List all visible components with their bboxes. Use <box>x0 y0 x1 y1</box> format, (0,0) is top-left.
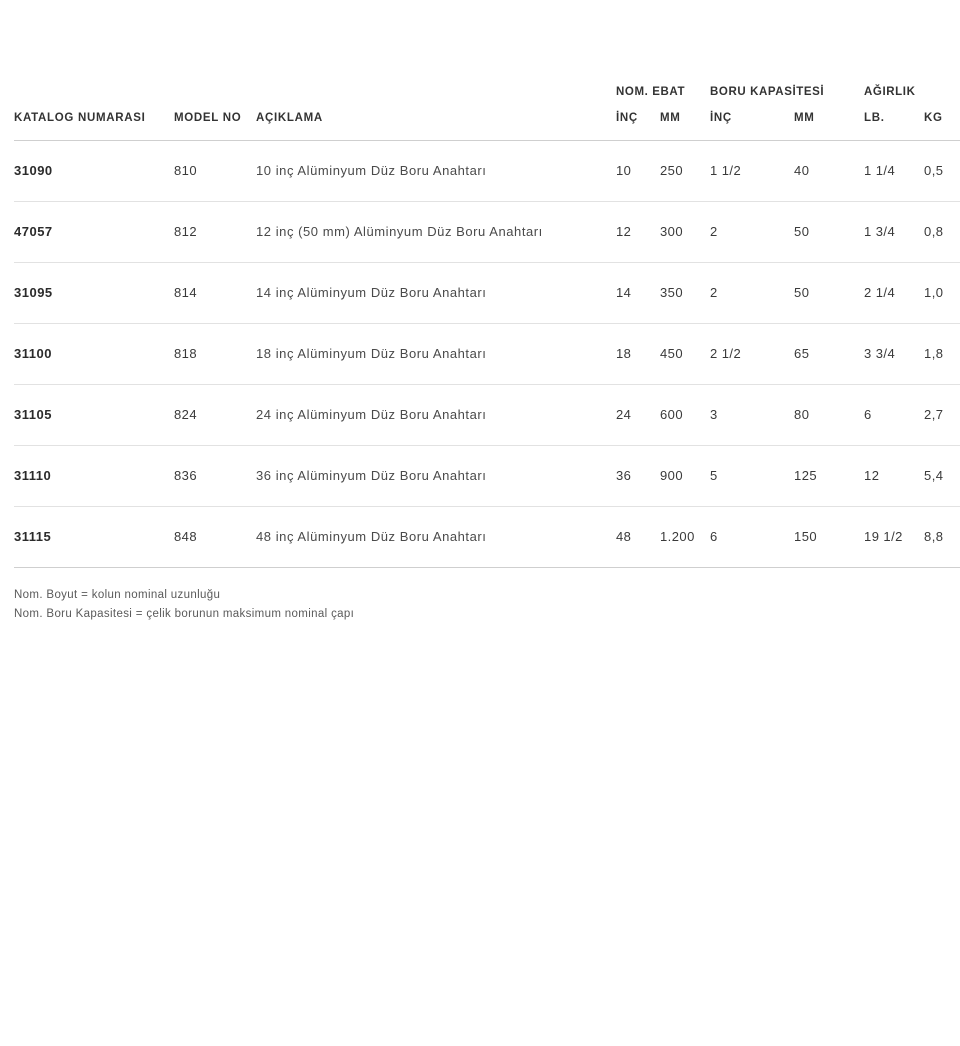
footnote-nom-boyut: Nom. Boyut = kolun nominal uzunluğu <box>14 589 221 601</box>
table-row <box>14 507 960 568</box>
cell-boru-inc: 2 <box>710 263 794 324</box>
cell-kg: 0,5 <box>924 141 960 202</box>
cell-nom-inc: 18 <box>616 324 660 385</box>
group-header-spacer-katalog <box>14 86 174 112</box>
cell-boru-mm: 50 <box>794 202 864 263</box>
group-header-spacer-model <box>174 86 256 112</box>
group-header-agirlik: AĞIRLIK <box>864 86 916 98</box>
cell-lb: 2 1/4 <box>864 263 924 324</box>
cell-nom-inc: 48 <box>616 507 660 568</box>
cell-model: 836 <box>174 446 256 507</box>
cell-aciklama: 14 inç Alüminyum Düz Boru Anahtarı <box>256 263 616 324</box>
cell-lb: 1 3/4 <box>864 202 924 263</box>
cell-boru-mm: 125 <box>794 446 864 507</box>
cell-aciklama: 12 inç (50 mm) Alüminyum Düz Boru Anahtarı <box>256 202 616 263</box>
cell-boru-inc: 1 1/2 <box>710 141 794 202</box>
cell-kg: 5,4 <box>924 446 960 507</box>
cell-boru-mm: 80 <box>794 385 864 446</box>
cell-boru-inc: 2 1/2 <box>710 324 794 385</box>
cell-lb: 3 3/4 <box>864 324 924 385</box>
cell-boru-inc: 2 <box>710 202 794 263</box>
cell-model: 818 <box>174 324 256 385</box>
cell-boru-inc: 3 <box>710 385 794 446</box>
column-header-nom-inc: İNÇ <box>616 112 660 141</box>
cell-boru-inc: 5 <box>710 446 794 507</box>
table-row <box>14 446 960 507</box>
cell-aciklama: 10 inç Alüminyum Düz Boru Anahtarı <box>256 141 616 202</box>
table-row <box>14 324 960 385</box>
cell-nom-inc: 12 <box>616 202 660 263</box>
cell-nom-inc: 36 <box>616 446 660 507</box>
cell-nom-mm: 900 <box>660 446 710 507</box>
table-head <box>14 86 960 141</box>
cell-nom-inc: 14 <box>616 263 660 324</box>
cell-kg: 2,7 <box>924 385 960 446</box>
column-header-kg: KG <box>924 112 960 141</box>
cell-aciklama: 18 inç Alüminyum Düz Boru Anahtarı <box>256 324 616 385</box>
table-header-row <box>14 112 960 141</box>
cell-nom-mm: 450 <box>660 324 710 385</box>
table-row <box>14 202 960 263</box>
footnote-nom-boru-kapasitesi: Nom. Boru Kapasitesi = çelik borunun maksimum nominal çapı <box>14 607 355 620</box>
cell-kg: 1,0 <box>924 263 960 324</box>
table-row <box>14 141 960 202</box>
cell-boru-mm: 65 <box>794 324 864 385</box>
footnotes <box>14 586 946 624</box>
cell-model: 824 <box>174 385 256 446</box>
cell-lb: 19 1/2 <box>864 507 924 568</box>
cell-boru-mm: 40 <box>794 141 864 202</box>
cell-nom-mm: 600 <box>660 385 710 446</box>
cell-katalog: 31095 <box>14 263 174 324</box>
cell-model: 812 <box>174 202 256 263</box>
table-row <box>14 385 960 446</box>
table-row <box>14 263 960 324</box>
cell-boru-mm: 50 <box>794 263 864 324</box>
cell-katalog: 31105 <box>14 385 174 446</box>
cell-lb: 12 <box>864 446 924 507</box>
cell-kg: 8,8 <box>924 507 960 568</box>
cell-lb: 1 1/4 <box>864 141 924 202</box>
column-header-lb: LB. <box>864 112 924 141</box>
column-header-nom-mm: MM <box>660 112 710 141</box>
cell-boru-inc: 6 <box>710 507 794 568</box>
cell-kg: 0,8 <box>924 202 960 263</box>
cell-nom-inc: 10 <box>616 141 660 202</box>
group-header-nom-ebat: NOM. EBAT <box>616 86 686 98</box>
cell-boru-mm: 150 <box>794 507 864 568</box>
column-header-model: MODEL NO <box>174 112 256 141</box>
cell-katalog: 31110 <box>14 446 174 507</box>
table-group-header-row <box>14 86 960 112</box>
cell-model: 810 <box>174 141 256 202</box>
table-body <box>14 141 960 568</box>
cell-katalog: 31115 <box>14 507 174 568</box>
cell-aciklama: 48 inç Alüminyum Düz Boru Anahtarı <box>256 507 616 568</box>
spec-sheet-page <box>0 86 960 1046</box>
cell-nom-mm: 350 <box>660 263 710 324</box>
cell-nom-mm: 300 <box>660 202 710 263</box>
cell-aciklama: 36 inç Alüminyum Düz Boru Anahtarı <box>256 446 616 507</box>
cell-katalog: 47057 <box>14 202 174 263</box>
cell-aciklama: 24 inç Alüminyum Düz Boru Anahtarı <box>256 385 616 446</box>
cell-kg: 1,8 <box>924 324 960 385</box>
cell-nom-mm: 1.200 <box>660 507 710 568</box>
column-header-katalog: KATALOG NUMARASI <box>14 112 174 141</box>
product-specification-table <box>14 86 960 568</box>
cell-nom-inc: 24 <box>616 385 660 446</box>
cell-lb: 6 <box>864 385 924 446</box>
column-header-boru-mm: MM <box>794 112 864 141</box>
cell-model: 848 <box>174 507 256 568</box>
cell-model: 814 <box>174 263 256 324</box>
group-header-spacer-aciklama <box>256 86 616 112</box>
cell-katalog: 31090 <box>14 141 174 202</box>
column-header-aciklama: AÇIKLAMA <box>256 112 616 141</box>
cell-katalog: 31100 <box>14 324 174 385</box>
cell-nom-mm: 250 <box>660 141 710 202</box>
group-header-boru-kapasitesi: BORU KAPASİTESİ <box>710 86 825 98</box>
column-header-boru-inc: İNÇ <box>710 112 794 141</box>
